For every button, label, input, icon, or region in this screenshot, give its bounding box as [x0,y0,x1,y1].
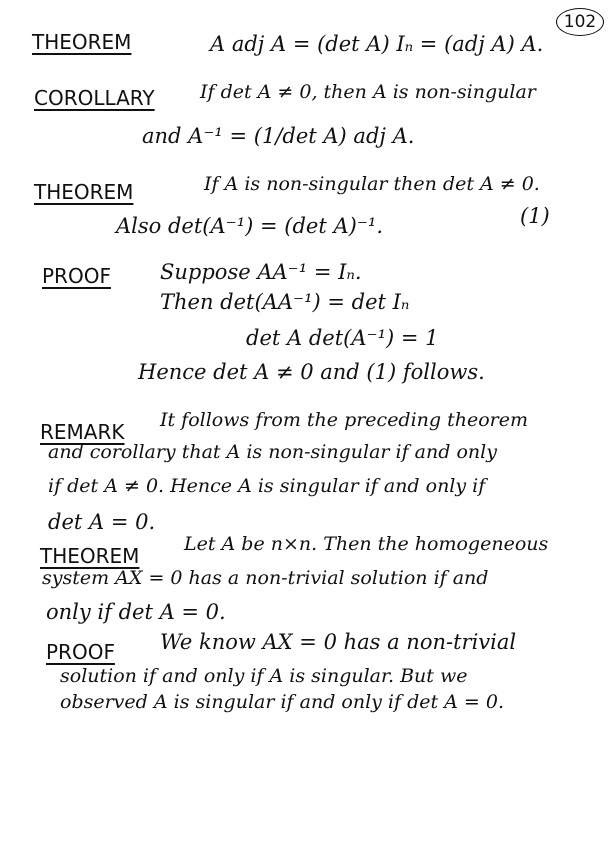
proof-label: PROOF [42,264,111,288]
theorem-label: THEOREM [40,544,140,568]
proof-line: solution if and only if A is singular. But we [60,665,468,687]
remark-label: REMARK [40,420,125,444]
remark-line: and corollary that A is non-singular if and only [48,441,497,463]
remark-line: if det A ≠ 0. Hence A is singular if and only if [48,475,486,497]
page-number: 102 [556,8,604,36]
proof-label: PROOF [46,640,115,664]
remark-line: det A = 0. [48,510,156,534]
theorem-label: THEOREM [34,180,134,204]
proof-line: Hence det A ≠ 0 and (1) follows. [138,360,485,384]
theorem-label: THEOREM [32,30,132,54]
corollary-line: If det A ≠ 0, then A is non-singular [200,81,536,103]
theorem-statement: A adj A = (det A) Iₙ = (adj A) A. [210,32,544,56]
theorem-line: Let A be n×n. Then the homogeneous [184,533,549,555]
proof-line: We know AX = 0 has a non-trivial [160,630,517,654]
remark-line: It follows from the preceding theorem [160,409,529,431]
proof-line: observed A is singular if and only if det A = 0. [60,691,504,713]
theorem-line: If A is non-singular then det A ≠ 0. [204,173,540,195]
corollary-label: COROLLARY [34,86,155,110]
theorem-line: Also det(A⁻¹) = (det A)⁻¹. [116,214,384,238]
corollary-line: and A⁻¹ = (1/det A) adj A. [142,124,415,148]
proof-line: Suppose AA⁻¹ = Iₙ. [160,260,362,284]
proof-line: det A det(A⁻¹) = 1 [246,326,439,350]
theorem-line: system AX = 0 has a non-trivial solution if and [42,567,489,589]
theorem-line: only if det A = 0. [46,600,226,624]
equation-number: (1) [520,204,550,228]
proof-line: Then det(AA⁻¹) = det Iₙ [160,290,410,314]
